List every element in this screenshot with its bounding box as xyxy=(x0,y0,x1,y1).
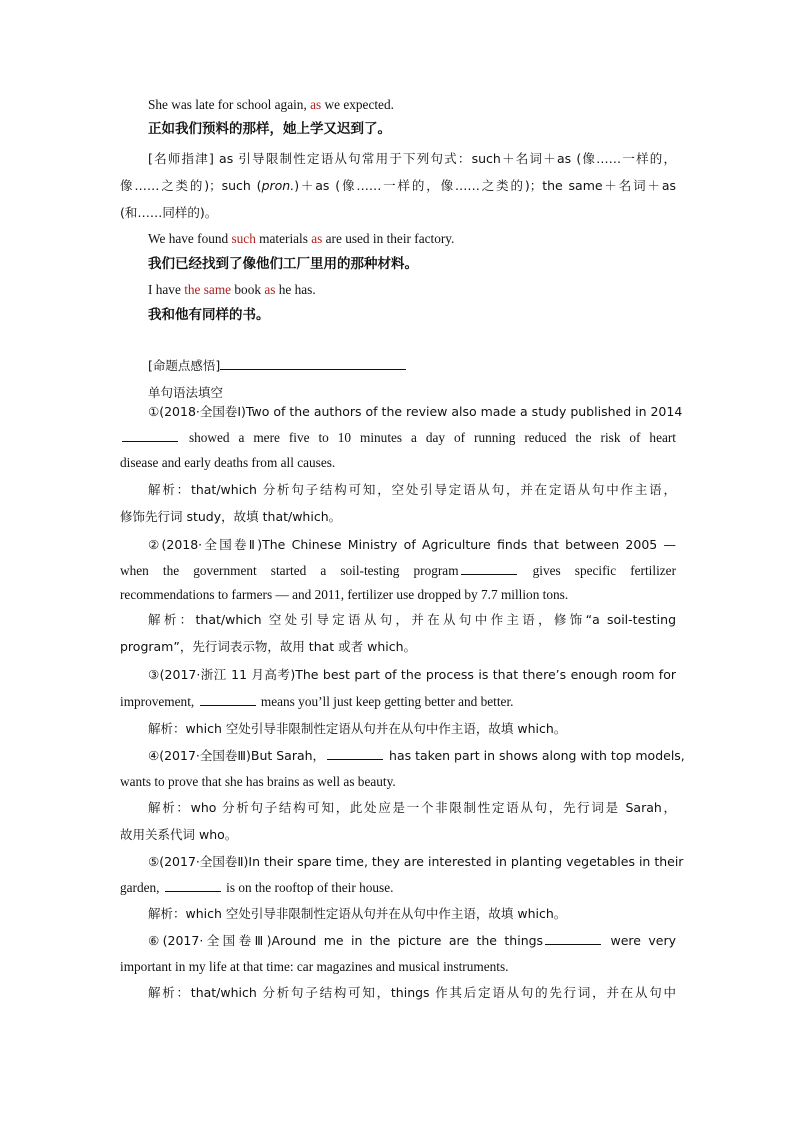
answer-blank xyxy=(545,932,601,945)
section-subheader: 单句语法填空 xyxy=(148,385,224,400)
answer-explanation: 解析：that/which 分析句子结构可知，空处引导定语从句，并在定语从句中作主语， xyxy=(148,482,676,497)
answer-explanation: 解析：who 分析句子结构可知，此处应是一个非限制性定语从句，先行词是 Sarah， xyxy=(148,800,676,815)
question-line: wants to prove that she has brains as well as beauty. xyxy=(120,774,396,789)
example-sentence: I have the same book as he has. xyxy=(148,282,316,297)
question-line: disease and early deaths from all causes. xyxy=(120,455,336,470)
question-line: important in my life at that time: car magazines and musical instruments. xyxy=(120,959,509,974)
answer-blank xyxy=(461,562,517,575)
highlight-such: such xyxy=(231,231,256,246)
question-line: ④(2017·全国卷Ⅲ)But Sarah， has taken part in shows along with top models, xyxy=(148,748,685,763)
question-line: ②(2018·全国卷Ⅱ)The Chinese Ministry of Agriculture finds that between 2005 — xyxy=(148,537,676,552)
header-underline xyxy=(220,357,406,370)
highlight-as: as xyxy=(310,97,322,112)
highlight-as: as xyxy=(311,231,323,246)
example-sentence xyxy=(148,96,676,114)
section-title: [命题点感悟] xyxy=(148,358,221,373)
answer-explanation: program”，先行词表示物，故用 that 或者 which。 xyxy=(120,639,417,654)
teacher-note-line: (和……同样的)。 xyxy=(120,205,218,220)
answer-blank xyxy=(327,747,383,760)
example-translation: 我们已经找到了像他们工厂里用的那种材料。 xyxy=(148,256,418,272)
question-line: showed a mere five to 10 minutes a day of running reduced the risk of heart xyxy=(120,429,676,447)
answer-explanation: 解析：which 空处引导非限制性定语从句并在从句中作主语，故填 which。 xyxy=(148,721,567,736)
highlight-as: as xyxy=(264,282,276,297)
question-line: garden, is on the rooftop of their house. xyxy=(120,880,394,895)
answer-explanation: 修饰先行词 study，故填 that/which。 xyxy=(120,509,342,524)
question-line: when the government started a soil-testing program gives specific fertilizer xyxy=(120,563,676,578)
answer-blank xyxy=(200,693,256,706)
question-line: improvement, means you’ll just keep getting better and better. xyxy=(120,694,514,709)
answer-blank xyxy=(122,429,178,442)
answer-blank xyxy=(165,879,221,892)
answer-explanation: 解析：that/which 分析句子结构可知，things 作其后定语从句的先行词，并在从句中 xyxy=(148,985,676,1000)
question-line: ①(2018·全国卷Ⅰ)Two of the authors of the review also made a study published in 2014 xyxy=(148,404,683,419)
question-line: recommendations to farmers — and 2011, fertilizer use dropped by 7.7 million tons. xyxy=(120,587,569,602)
teacher-note-line: 像……之类的)；such (pron.)＋as (像……一样的，像……之类的)；the same＋名词＋as xyxy=(120,178,676,193)
example-translation: 正如我们预料的那样，她上学又迟到了。 xyxy=(148,121,391,137)
sentence-text: She was late for school again, xyxy=(148,97,311,112)
question-line: ⑤(2017·全国卷Ⅱ)In their spare time, they are interested in planting vegetables in their xyxy=(148,854,684,869)
example-translation: 我和他有同样的书。 xyxy=(148,307,270,323)
teacher-note-tag: [名师指津] xyxy=(148,151,214,166)
highlight-the-same: the same xyxy=(184,282,232,297)
example-sentence: We have found such materials as are used in their factory. xyxy=(148,231,455,246)
question-line: ⑥(2017·全国卷Ⅲ)Around me in the picture are the things were very xyxy=(148,933,676,948)
sentence-text: we expected. xyxy=(321,97,394,112)
teacher-note-line: [名师指津] as 引导限制性定语从句常用于下列句式：such＋名词＋as (像……一样的， xyxy=(148,151,676,166)
question-line: ③(2017·浙江 11 月高考)The best part of the process is that there’s enough room for xyxy=(148,667,676,682)
answer-explanation: 解析：which 空处引导非限制性定语从句并在从句中作主语，故填 which。 xyxy=(148,906,567,921)
answer-explanation: 解析：that/which 空处引导定语从句，并在从句中作主语，修饰“a soil-testing xyxy=(148,612,676,627)
answer-explanation: 故用关系代词 who。 xyxy=(120,827,238,842)
section-header xyxy=(148,357,676,375)
